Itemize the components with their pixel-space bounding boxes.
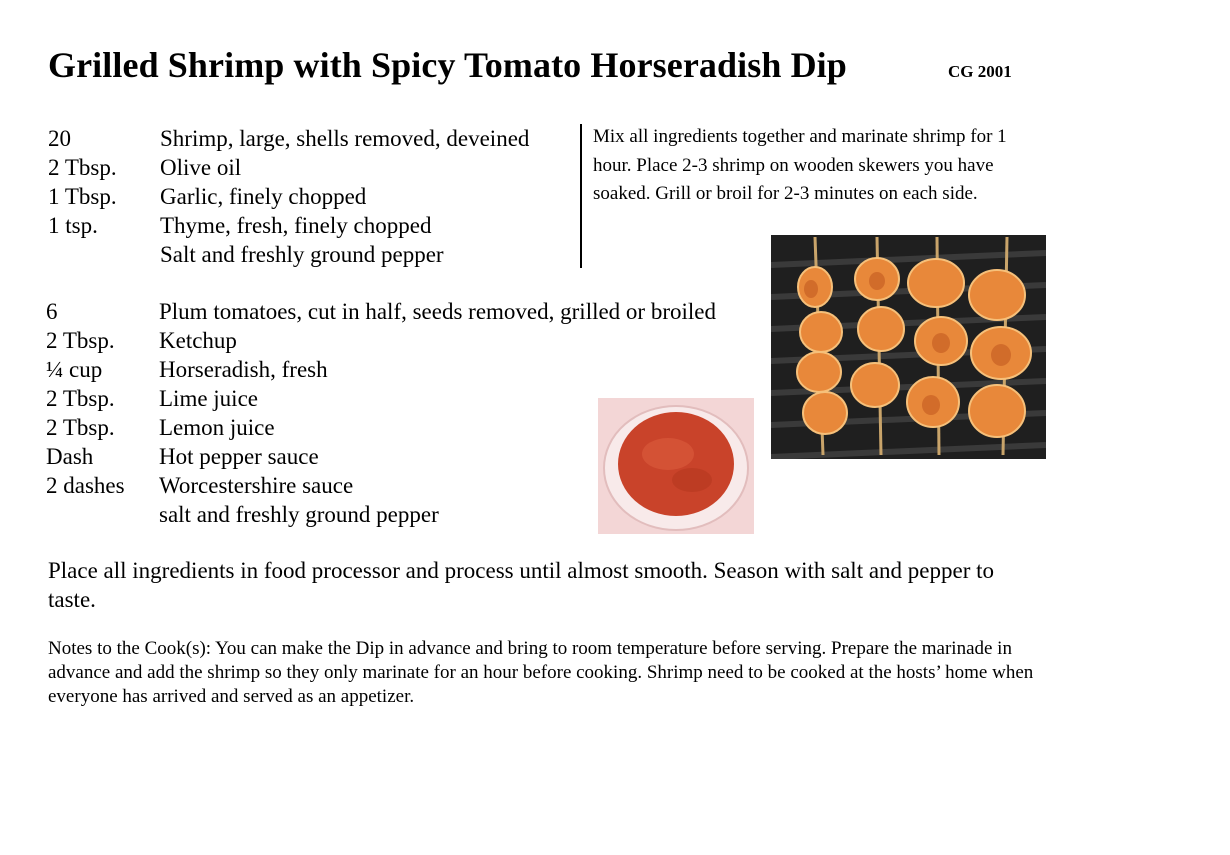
column-divider — [580, 124, 582, 268]
ingredient-description: Plum tomatoes, cut in half, seeds removed, grilled or broiled — [159, 299, 716, 324]
ingredient-quantity: 2 dashes — [46, 473, 125, 498]
recipe-code: CG 2001 — [948, 62, 1012, 81]
ingredient-description: Ketchup — [159, 328, 237, 353]
shrimp-skewers-photo — [771, 235, 1046, 459]
marinade-method: Mix all ingredients together and marinate shrimp for 1 hour. Place 2-3 shrimp on wooden skewers you have soaked. Grill or broil for 2-3 minutes on each side. — [593, 126, 1007, 204]
ingredient-description: Garlic, finely chopped — [160, 184, 367, 209]
ingredient-description: Lime juice — [159, 386, 258, 411]
ingredient-description: Hot pepper sauce — [159, 444, 319, 469]
ingredient-description: Olive oil — [160, 155, 242, 180]
ingredient-description: Shrimp, large, shells removed, deveined — [160, 126, 530, 151]
dip-method: Place all ingredients in food processor and process until almost smooth. Season with salt and pepper to taste. — [48, 558, 995, 612]
ingredient-quantity: 20 — [48, 126, 71, 151]
ingredient-description: Worcestershire sauce — [159, 473, 354, 498]
dip-bowl-photo — [598, 398, 754, 534]
ingredient-quantity: 2 Tbsp. — [46, 386, 115, 411]
ingredient-description: Horseradish, fresh — [159, 357, 328, 382]
ingredient-description: Salt and freshly ground pepper — [160, 242, 444, 267]
ingredient-description: Thyme, fresh, finely chopped — [160, 213, 432, 238]
ingredient-quantity: 2 Tbsp. — [46, 328, 115, 353]
ingredient-quantity: 1 Tbsp. — [48, 184, 117, 209]
ingredient-quantity: 1 tsp. — [48, 213, 98, 238]
ingredient-quantity: ¼ cup — [46, 357, 103, 382]
ingredient-description: salt and freshly ground pepper — [159, 502, 439, 527]
ingredient-quantity: Dash — [46, 444, 94, 469]
recipe-title: Grilled Shrimp with Spicy Tomato Horseradish Dip — [48, 45, 847, 85]
ingredient-quantity: 2 Tbsp. — [48, 155, 117, 180]
ingredient-description: Lemon juice — [159, 415, 275, 440]
cook-notes: Notes to the Cook(s): You can make the Dip in advance and bring to room temperature before serving. Prepare the marinade in advance and add the shrimp so they only marinate for an hour before cooking. Shrimp need to be cooked at the hosts’ home when everyone has arrived and served as an appetizer. — [48, 638, 1034, 707]
ingredient-quantity: 6 — [46, 299, 58, 324]
ingredient-quantity: 2 Tbsp. — [46, 415, 115, 440]
